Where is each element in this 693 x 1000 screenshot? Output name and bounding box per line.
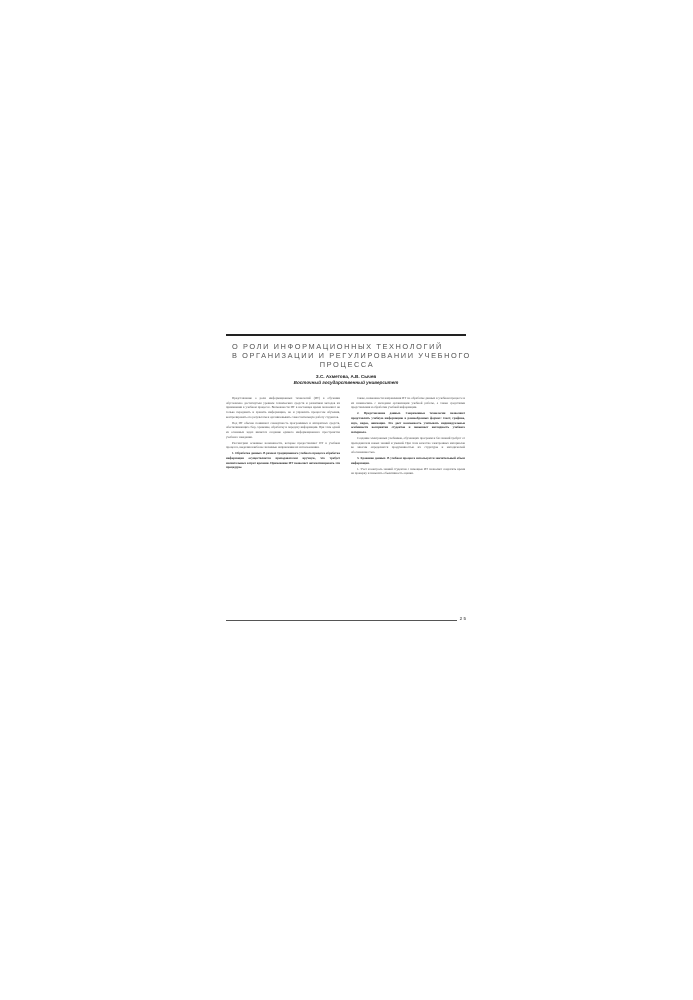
article-title: [232, 342, 471, 369]
title-line: В ОРГАНИЗАЦИИ И РЕГУЛИРОВАНИИ УЧЕБНОГО: [232, 351, 471, 360]
paragraph: Создание электронных учебников, обучающих программ и баз знаний требует от преподавателя новых знаний и умений. При этом качество электронных материалов во многом определяется продуманностью их структуры и методической обоснованностью.: [351, 436, 465, 455]
title-line: ПРОЦЕССА: [319, 360, 375, 369]
paragraph: 1. Обработка данных. В рамках традиционного учебного процесса обработка информации осуществляется преподавателем вручную, что требует значительных затрат времени. Применение ИТ позволяет автоматизировать эти процедуры.: [226, 451, 340, 470]
right-column: [351, 396, 465, 476]
left-column: [226, 396, 340, 470]
paragraph: 3. Хранение данных. В учебном процессе используется значительный объем информации.: [351, 456, 465, 465]
top-rule: [226, 334, 466, 336]
page-number: 2 5: [457, 616, 466, 622]
article-authors: З.С. Ахметова, А.В. Сычев: [315, 374, 377, 379]
paragraph: Рассмотрим основные возможности, которые предоставляют ИТ в учебном процессе, выделив наиболее значимые направления их использования.: [226, 440, 340, 450]
paragraph: также, возможности направления ИТ по обработке данных в учебном процессе и их взаимосвязь с методами организации учебной работы, а также средствами представления и обработки учебной информации.: [351, 396, 465, 410]
paragraph: 1. Учет и контроль знаний студентов с помощью ИТ позволяет сократить время на проверку и повысить объективность оценки.: [351, 466, 465, 476]
paragraph: 2. Представление данных. Современные технологии позволяют представлять учебную информацию в разнообразных формах: текст, графика, звук, видео, анимация. Это дает возможность учитывать индивидуальные особенности восприятия студентов и повышает наглядность учебного материала.: [351, 411, 465, 435]
article-affiliation: Восточный государственный университет: [293, 380, 399, 385]
bottom-rule: [226, 620, 466, 621]
article-page: [226, 334, 471, 634]
paragraph: Представление о роли информационных технологий (ИТ) в обучении обусловлено достигнутым уровнем технических средств и развитием методов их применения в учебном процессе. Возможности ИТ в настоящее время позволяют не только передавать и хранить информацию, но и управлять процессом обучения, контролировать его результаты и организовывать самостоятельную работу студентов.: [226, 396, 340, 419]
paragraph: Под ИТ обычно понимают совокупность программных и аппаратных средств, обеспечивающих сбор, хранение, обработку и передачу информации. При этом одной из основных задач является создание единого информационного пространства учебного заведения.: [226, 420, 340, 439]
title-line: О РОЛИ ИНФОРМАЦИОННЫХ ТЕХНОЛОГИЙ: [232, 342, 443, 351]
